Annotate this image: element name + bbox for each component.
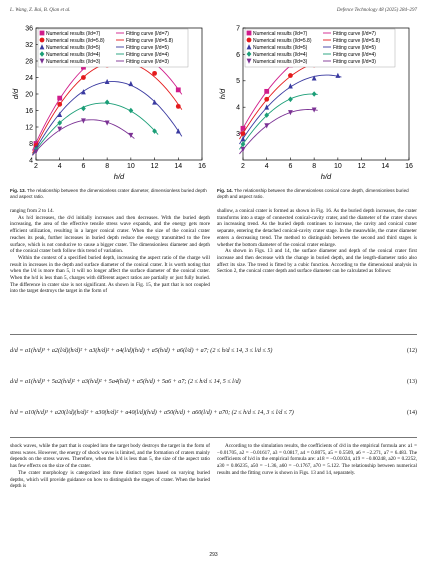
legend-entry: Fitting curve (l/d=4) <box>333 52 376 58</box>
y-tick-label: 16 <box>25 107 33 115</box>
paragraph: ranging from 2 to 14. <box>10 208 54 214</box>
x-tick-label: 8 <box>105 163 110 170</box>
legend-marker <box>40 38 45 43</box>
y-tick-label: 28 <box>25 58 33 66</box>
equation-12 <box>10 338 417 364</box>
paragraph: Within the context of a specified buried depth, increasing the aspect ratio of the charge will result in increases in the depth and surface diameter of the conical crater. It is worth noting that when the l/d is more than 5, it will no longer affect the surface diameter of the conical crater. When the h/d is less than 5, charges with different aspect ratios are partially or just fully buried. The difference in crater size is not significant. As shown in Fig. 15, the part that is not coupled into the target destroys the target in the form of <box>10 254 210 295</box>
legend <box>245 29 395 67</box>
x-tick-label: 6 <box>81 163 86 170</box>
legend-marker <box>40 31 45 36</box>
legend-entry: Numerical results (l/d=4) <box>253 52 308 58</box>
header-authors: L. Wang, Z. Bai, B. Qian et al. <box>10 8 71 13</box>
x-tick-label: 4 <box>264 163 269 170</box>
page-number: 293 <box>209 552 218 558</box>
equation-text: d/d = a1(h/d)³ + 5a2(h/d)² + a3(h/d)² + 5a4(h/d) + a5(h/d) + 5a6 + a7; (2 ≤ h/d ≤ 14, 5 ≤ l/d) <box>10 379 241 385</box>
figure-13 <box>10 22 210 187</box>
y-tick-label: 7 <box>236 25 240 33</box>
equation-text: h/d = a10(h/d)³ + a20(l/d)(h/d)² + a30(h/d)² + a40(l/d)(h/d) + a50(h/d) + a60(l/d) + a70; (2 ≤ h/d ≤ 14, 3 ≤ l/d ≤ 7) <box>10 410 294 416</box>
paragraph: shock waves, while the part that is coupled into the target body destroys the target in the form of stress waves. However, the energy of shock waves is limited, and the formation of craters mainly depends on the stress waves. Therefore, when the h/d is less than 5, the size of the aspect ratio has few effects on the size of the crater. <box>10 443 210 470</box>
paragraph: As h/d increases, the d/d initially increases and then decreases. With the buried depth increasing, the area of the effective tensile stress wave expands, and the energy gets more efficient utilization, resulting in a larger conical crater. When the size of the conical crater reaches its peak, further increases in buried depth reduce the energy transmitted to the free surface, which is not conducive to cause a bigger crater. The dimensionless diameter and depth of the conical crater both follow this trend of variation. <box>10 214 210 255</box>
legend-entry: Fitting curve (l/d=5.8) <box>333 38 381 44</box>
legend-entry: Fitting curve (l/d=7) <box>126 31 169 37</box>
data-point <box>264 97 269 102</box>
equation-number: (12) <box>407 348 417 354</box>
x-tick-label: 14 <box>381 163 390 170</box>
x-tick-label: 2 <box>34 163 38 170</box>
left-column-bottom <box>10 443 210 490</box>
y-tick-label: 6 <box>236 51 240 59</box>
figure-13-caption <box>10 188 210 200</box>
header-journal: Defence Technology 48 (2025) 284–297 <box>336 8 417 13</box>
y-axis-label: h/d <box>218 88 227 100</box>
data-point <box>288 73 293 78</box>
y-tick-label: 3 <box>236 131 240 138</box>
running-header <box>10 8 417 18</box>
y-tick-label: 20 <box>25 91 33 99</box>
paragraph: The crater morphology is categorized into three distinct types based on varying buried depths, which will provide guidance on how to distinguish the stages of crater. When the buried depth is <box>10 469 210 490</box>
figure-14-caption-text: The relationship between the dimensionless conical cone depth, dimensionless buried depth and aspect ratio. <box>217 188 409 199</box>
legend-entry: Numerical results (l/d=3) <box>253 59 308 65</box>
y-tick-label: 4 <box>236 104 240 112</box>
equation-number: (14) <box>407 410 417 416</box>
figure-13-label: Fig. 13. <box>10 188 26 193</box>
legend-entry: Numerical results (l/d=5.8) <box>253 38 312 44</box>
data-point <box>57 102 62 107</box>
equation-number: (13) <box>407 379 417 385</box>
paragraph: As shown in Figs. 13 and 14, the surface diameter and depth of the conical crater first increase and then decrease with the change in buried depth, and the length-diameter ratio also affect its size. The trend is fitted by a cubic function. According to the dimensional analysis in Section 2, the conical crater depth and surface diameter can be calculated as follows: <box>217 248 417 275</box>
x-tick-label: 12 <box>150 163 159 170</box>
paragraph: According to the simulation results, the coefficients of d/d in the empirical formula are: a1 = −0.01705, a2 = −0.01617, a3 = 0.0817, a4 = 0.8075, a5 = 0.5509, a6 = −2.271, a7 = 6.483. The coefficients of h/d in the empirical formula are: a18 = −0.01024, a19 = −0.00248, a20 = 0.2252, a30 = 0.06235, a50 = −1.36, a60 = −0.1767, a70 = 5.122. The relationship between numerical results and the fitting curve is shown in Figs. 13 and 14, separately. <box>217 443 417 476</box>
x-axis-label: h/d <box>320 172 332 181</box>
legend-entry: Numerical results (l/d=4) <box>46 52 101 58</box>
legend-entry: Fitting curve (l/d=3) <box>126 59 169 65</box>
x-tick-label: 10 <box>126 163 135 170</box>
x-axis-label: h/d <box>113 172 125 181</box>
data-point <box>176 87 181 92</box>
left-column-top <box>10 208 210 295</box>
legend-entry: Fitting curve (l/d=5.8) <box>126 38 174 44</box>
equation-rule-top <box>10 334 417 335</box>
y-tick-label: 36 <box>25 25 33 33</box>
figure-13-chart <box>10 22 210 187</box>
y-axis-label: d/d <box>11 88 20 100</box>
figure-14-chart <box>217 22 417 187</box>
legend <box>38 29 188 67</box>
legend-entry: Fitting curve (l/d=5) <box>333 45 376 51</box>
equation-text: d/d = a1(h/d)³ + a2(l/d)(h/d)² + a3(h/d)² + a4(l/d)(h/d) + a5(h/d) + a6(l/d) + a7; (2 ≤ h/d ≤ 14, 3 ≤ l/d ≤ 5) <box>10 348 273 354</box>
legend-entry: Fitting curve (l/d=4) <box>126 52 169 58</box>
legend-entry: Fitting curve (l/d=7) <box>333 31 376 37</box>
data-point <box>176 104 181 109</box>
y-tick-label: 24 <box>25 74 33 82</box>
legend-entry: Numerical results (l/d=7) <box>253 31 308 37</box>
equation-14 <box>10 400 417 426</box>
x-tick-label: 2 <box>241 163 245 170</box>
figure-13-caption-text: The relationship between the dimensionless crater diameter, dimensionless buried depth and aspect ratio. <box>10 188 207 199</box>
x-tick-label: 8 <box>312 163 317 170</box>
y-tick-label: 4 <box>29 157 33 165</box>
legend-entry: Numerical results (l/d=7) <box>46 31 101 37</box>
legend-marker <box>247 38 252 43</box>
figure-14 <box>217 22 417 187</box>
data-point <box>81 75 86 80</box>
legend-entry: Numerical results (l/d=3) <box>46 59 101 65</box>
data-point <box>57 96 62 101</box>
y-tick-label: 5 <box>236 78 240 86</box>
data-point <box>152 71 157 76</box>
y-tick-label: 8 <box>29 140 33 148</box>
y-tick-label: 12 <box>25 124 33 132</box>
x-tick-label: 10 <box>333 163 342 170</box>
figure-14-caption <box>217 188 417 200</box>
y-tick-label: 32 <box>25 41 33 49</box>
x-tick-label: 16 <box>198 163 206 170</box>
data-point <box>264 89 269 94</box>
right-column-bottom <box>217 443 417 477</box>
legend-entry: Fitting curve (l/d=5) <box>126 45 169 51</box>
figure-14-label: Fig. 14. <box>217 188 233 193</box>
paragraph: shallow, a conical crater is formed as shown in Fig. 16. As the buried depth increases, the crater transforms into a stage of connected conical-cavity crater, and the diameter of the crater shows an increasing trend. As the buried depth continues to increase, the cavity and conical crater separate, entering the detached conical-cavity crater stage. In the meanwhile, the crater diameter enters a decreasing trend. The method to distinguish between the second and third stages is whether the bottom diameter of the conical crater enlarge. <box>217 208 417 248</box>
legend-entry: Numerical results (l/d=5) <box>253 45 308 51</box>
legend-entry: Numerical results (l/d=5) <box>46 45 101 51</box>
x-tick-label: 6 <box>288 163 293 170</box>
legend-marker <box>247 31 252 36</box>
equation-13 <box>10 369 417 395</box>
right-column-top <box>217 208 417 275</box>
legend-entry: Fitting curve (l/d=3) <box>333 59 376 65</box>
x-tick-label: 12 <box>357 163 366 170</box>
equation-rule-bottom <box>10 437 417 438</box>
equation-block <box>10 338 417 434</box>
x-tick-label: 16 <box>405 163 413 170</box>
x-tick-label: 4 <box>57 163 62 170</box>
x-tick-label: 14 <box>174 163 183 170</box>
legend-entry: Numerical results (l/d=5.8) <box>46 38 105 44</box>
